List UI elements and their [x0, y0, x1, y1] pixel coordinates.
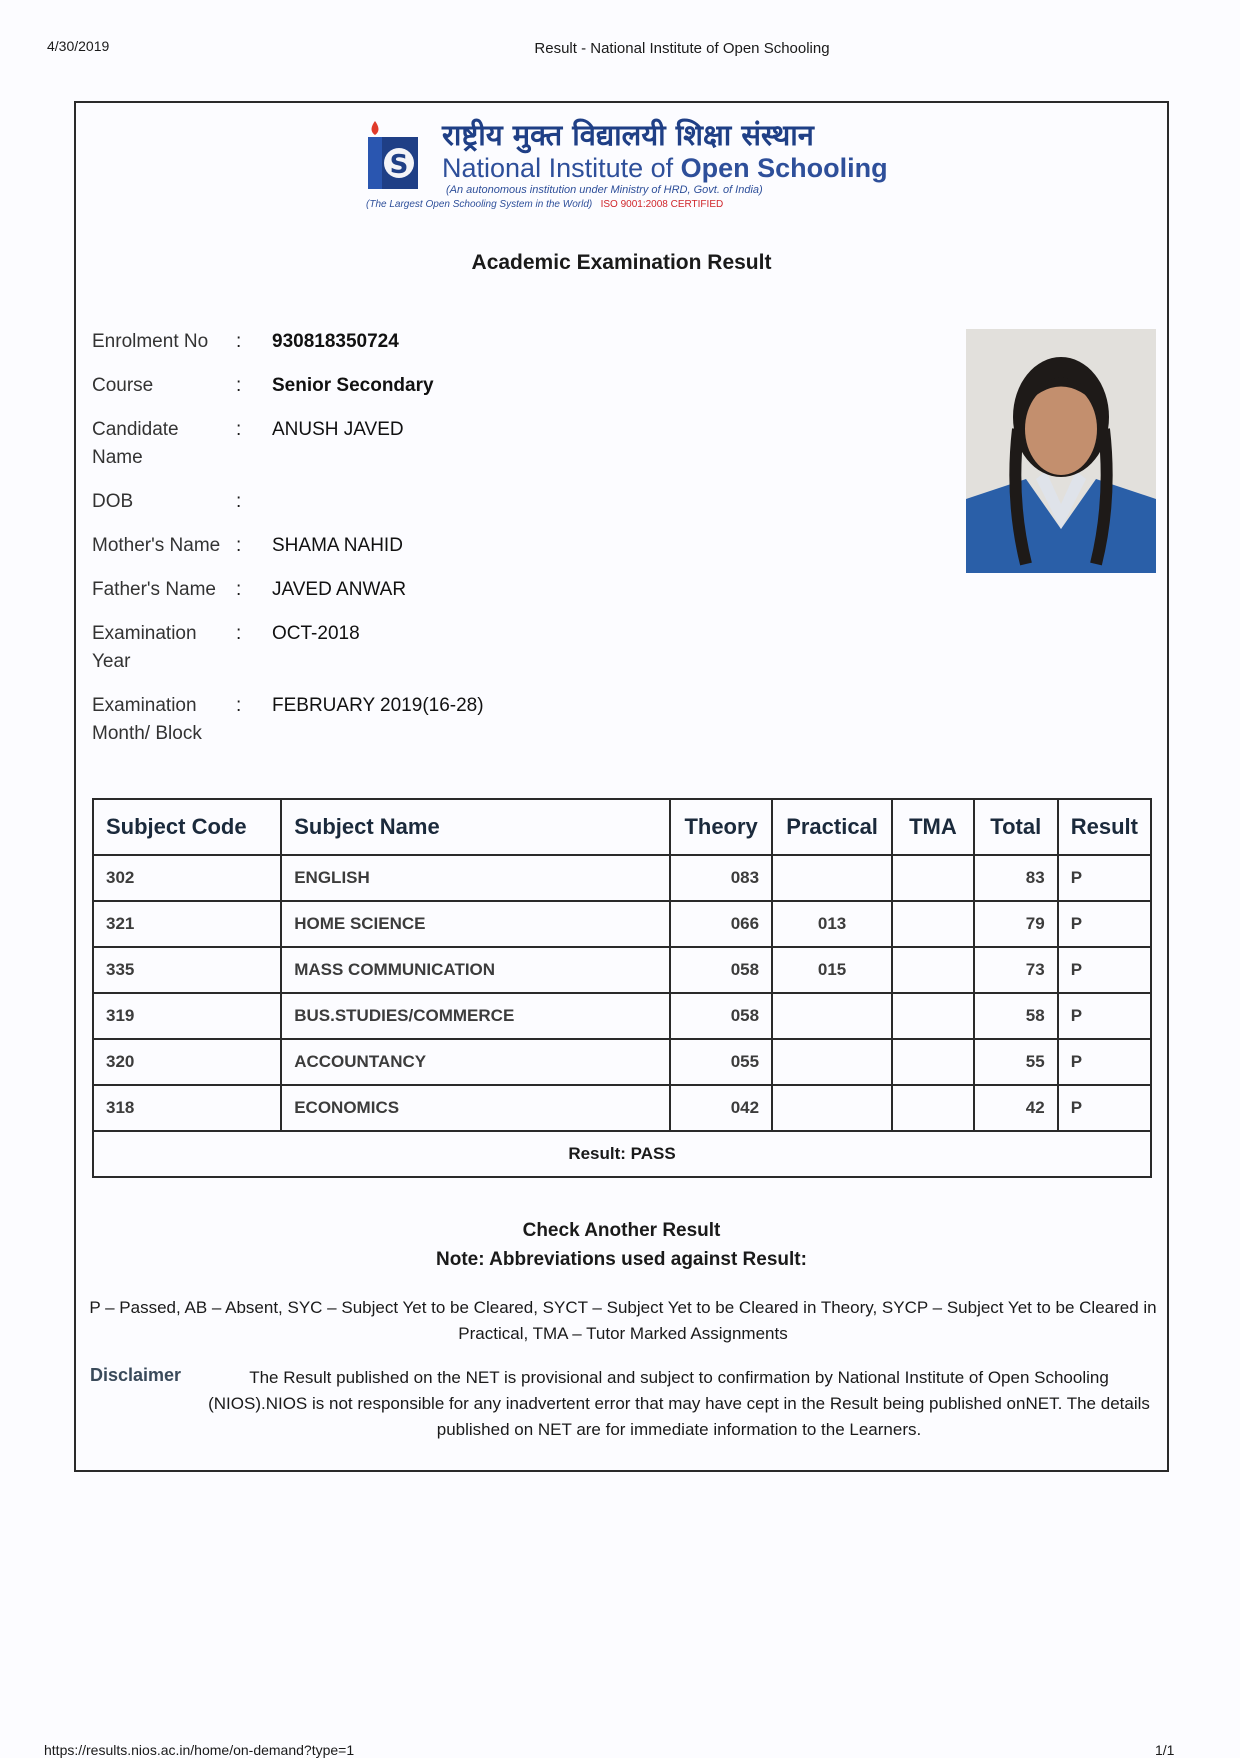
print-page-number: 1/1: [1155, 1742, 1175, 1758]
header-tma: TMA: [892, 799, 974, 855]
result-cell: P: [1058, 1039, 1151, 1085]
disclaimer-text: The Result published on the NET is provisional and subject to confirmation by National Institute of Open Schooling (NIOS).NIOS is not responsible for any inadvertent error that may have cept in the Result being published onNET. The details published on NET are for immediate information to the Learners.: [208, 1368, 1150, 1439]
abbreviations-text: P – Passed, AB – Absent, SYC – Subject Yet to be Cleared, SYCT – Subject Yet to be Cleared in Theory, SYCP – Subject Yet to be Cleared in Practical, TMA – Tutor Marked Assignments: [89, 1298, 1157, 1343]
exam-year-row: Examination Year : OCT-2018: [92, 620, 792, 676]
exam-year-label: Examination Year: [92, 623, 197, 672]
practical-cell: [772, 993, 892, 1039]
enrolment-row: Enrolment No : 930818350724: [92, 328, 792, 356]
dob-label: DOB: [92, 491, 134, 512]
table-row: [93, 855, 1151, 901]
theory-cell: 055: [670, 1039, 772, 1085]
exam-year-value: OCT-2018: [272, 623, 360, 644]
subject-name-cell: ENGLISH: [281, 855, 670, 901]
print-page-title: Result - National Institute of Open Schooling: [534, 40, 830, 57]
subject-code-cell: 321: [93, 901, 281, 947]
subject-code-cell: 335: [93, 947, 281, 993]
candidate-name-row: Candidate Name : ANUSH JAVED: [92, 416, 792, 472]
total-cell: 42: [974, 1085, 1058, 1131]
header-practical: Practical: [772, 799, 892, 855]
disclaimer-label: Disclaimer: [90, 1365, 182, 1385]
result-frame: [74, 101, 1169, 1472]
tma-cell: [892, 993, 974, 1039]
candidate-name-value: ANUSH JAVED: [272, 419, 404, 440]
subject-name-cell: BUS.STUDIES/COMMERCE: [281, 993, 670, 1039]
total-cell: 73: [974, 947, 1058, 993]
father-name-row: Father's Name : JAVED ANWAR: [92, 576, 792, 604]
nios-emblem-icon: [366, 119, 424, 197]
overall-result: Result: PASS: [93, 1131, 1151, 1177]
total-cell: 79: [974, 901, 1058, 947]
tma-cell: [892, 1039, 974, 1085]
page-heading: Academic Examination Result: [471, 251, 772, 274]
tma-cell: [892, 855, 974, 901]
nios-logo: [366, 115, 886, 211]
logo-english-name: National Institute of Open Schooling: [442, 153, 888, 183]
candidate-name-label: Candidate Name: [92, 419, 179, 468]
overall-result-row: [93, 1131, 1151, 1177]
logo-tagline: (The Largest Open Schooling System in the World) ISO 9001:2008 CERTIFIED: [366, 199, 724, 210]
subject-name-cell: MASS COMMUNICATION: [281, 947, 670, 993]
candidate-portrait-icon: [966, 329, 1156, 573]
check-another-result-link[interactable]: Check Another Result: [522, 1220, 721, 1241]
enrolment-value: 930818350724: [272, 331, 399, 352]
print-url: https://results.nios.ac.in/home/on-demand?type=1: [44, 1742, 355, 1758]
father-name-label: Father's Name: [92, 579, 217, 600]
table-row: [93, 1039, 1151, 1085]
table-row: [93, 901, 1151, 947]
header-total: Total: [974, 799, 1058, 855]
result-cell: P: [1058, 947, 1151, 993]
theory-cell: 058: [670, 993, 772, 1039]
candidate-info: [92, 328, 792, 764]
subject-name-cell: ACCOUNTANCY: [281, 1039, 670, 1085]
total-cell: 83: [974, 855, 1058, 901]
enrolment-label: Enrolment No: [92, 331, 209, 352]
dob-row: DOB :: [92, 488, 792, 516]
subject-code-cell: 318: [93, 1085, 281, 1131]
results-table: [92, 798, 1152, 1178]
abbreviations-heading: Note: Abbreviations used against Result:: [436, 1249, 807, 1270]
course-row: Course : Senior Secondary: [92, 372, 792, 400]
candidate-photo: [966, 329, 1156, 573]
exam-month-row: Examination Month/ Block : FEBRUARY 2019(16-28): [92, 692, 792, 748]
results-header-row: [93, 799, 1151, 855]
practical-cell: [772, 1039, 892, 1085]
theory-cell: 083: [670, 855, 772, 901]
total-cell: 58: [974, 993, 1058, 1039]
svg-text:S: S: [389, 150, 409, 180]
subject-code-cell: 320: [93, 1039, 281, 1085]
subject-code-cell: 319: [93, 993, 281, 1039]
result-cell: P: [1058, 993, 1151, 1039]
practical-cell: 013: [772, 901, 892, 947]
header-subject-name: Subject Name: [281, 799, 670, 855]
header-theory: Theory: [670, 799, 772, 855]
header-subject-code: Subject Code: [93, 799, 281, 855]
logo-hindi-name: राष्ट्रीय मुक्त विद्यालयी शिक्षा संस्थान: [442, 118, 814, 152]
tma-cell: [892, 901, 974, 947]
course-label: Course: [92, 375, 154, 396]
result-cell: P: [1058, 1085, 1151, 1131]
total-cell: 55: [974, 1039, 1058, 1085]
table-row: [93, 947, 1151, 993]
subject-name-cell: HOME SCIENCE: [281, 901, 670, 947]
theory-cell: 066: [670, 901, 772, 947]
result-cell: P: [1058, 855, 1151, 901]
subject-code-cell: 302: [93, 855, 281, 901]
tma-cell: [892, 1085, 974, 1131]
result-cell: P: [1058, 901, 1151, 947]
course-value: Senior Secondary: [272, 375, 434, 396]
theory-cell: 042: [670, 1085, 772, 1131]
table-row: [93, 1085, 1151, 1131]
practical-cell: 015: [772, 947, 892, 993]
father-name-value: JAVED ANWAR: [272, 579, 407, 600]
header-result: Result: [1058, 799, 1151, 855]
practical-cell: [772, 855, 892, 901]
exam-month-label: Examination Month/ Block: [92, 695, 202, 744]
print-date: 4/30/2019: [47, 38, 110, 54]
practical-cell: [772, 1085, 892, 1131]
mother-name-row: Mother's Name : SHAMA NAHID: [92, 532, 792, 560]
table-row: [93, 993, 1151, 1039]
exam-month-value: FEBRUARY 2019(16-28): [272, 695, 484, 716]
subject-name-cell: ECONOMICS: [281, 1085, 670, 1131]
theory-cell: 058: [670, 947, 772, 993]
tma-cell: [892, 947, 974, 993]
mother-name-value: SHAMA NAHID: [272, 535, 403, 556]
logo-subtitle: (An autonomous institution under Ministry of HRD, Govt. of India): [446, 184, 763, 196]
mother-name-label: Mother's Name: [92, 535, 221, 556]
